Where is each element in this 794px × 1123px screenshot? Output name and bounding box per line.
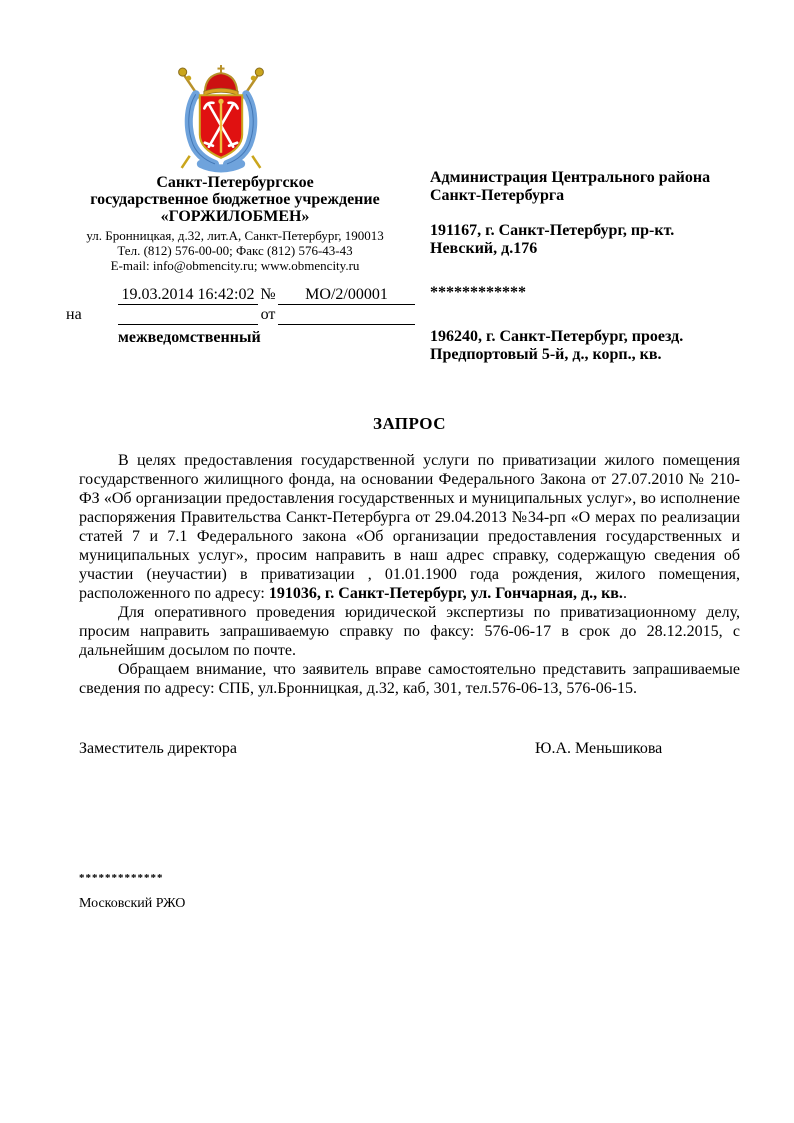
document-body [79, 451, 740, 698]
paragraph1-address-bold: 191036, г. Санкт-Петербург, ул. Гончарная, д., кв. [268, 585, 623, 602]
footer-stars: ************* [79, 872, 164, 884]
paragraph1-end: . [622, 585, 627, 602]
recipient-address2-line2: Предпортовый 5-й, д., корп., кв. [430, 346, 662, 363]
recipient-address1-line1: 191167, г. Санкт-Петербург, пр-кт. [430, 222, 675, 239]
recipient-name-line2: Санкт-Петербурга [430, 187, 565, 204]
ref-type-label: межведомственный [118, 329, 261, 346]
ref-incoming-number-blank [278, 305, 415, 325]
footer-department: Московский РЖО [79, 896, 186, 911]
body-paragraph-2: Для оперативного проведения юридической экспертизы по приватизационному делу, просим направить запрашиваемую справку по факсу: 576-06-17 в срок до 28.12.2015, с дальнейшим досылом по почте. [79, 604, 740, 659]
ref-number-value: МО/2/00001 [278, 285, 415, 305]
recipient-address1-line2: Невский, д.176 [430, 240, 538, 257]
ref-ot-label: от [260, 306, 276, 323]
recipient-stars: ************ [430, 284, 526, 301]
org-phone: Тел. (812) 576-00-00; Факс (812) 576-43-43 [117, 243, 353, 258]
ref-na-label: на [66, 306, 82, 323]
signer-name: Ю.А. Меньшикова [535, 740, 663, 757]
letterhead [50, 174, 420, 273]
signature-row [79, 740, 740, 758]
saint-petersburg-emblem-graphic [174, 62, 268, 175]
body-paragraph-3: Обращаем внимание, что заявитель вправе самостоятельно представить запрашиваемые сведения по адресу: СПБ, ул.Бронницкая, д.32, каб, 301, тел.576-06-13, 576-06-15. [79, 661, 740, 697]
org-name-line1: Санкт-Петербургское [156, 174, 314, 191]
recipient-name-line1: Администрация Центрального района [430, 169, 711, 186]
reference-block [60, 285, 415, 348]
signer-position: Заместитель директора [79, 740, 238, 757]
document-title: ЗАПРОС [372, 414, 447, 433]
ref-date-value: 19.03.2014 16:42:02 [118, 285, 258, 305]
coat-of-arms-icon [174, 62, 268, 175]
recipient-address2-line1: 196240, г. Санкт-Петербург, проезд. [430, 328, 684, 345]
ref-incoming-date-blank [118, 305, 258, 325]
paragraph1-text: В целях предоставления государственной услуги по приватизации жилого помещения государственного жилищного фонда, на основании Федерального Закона от 27.07.2010 № 210-ФЗ «Об организации предоставления государственных и муниципальных услуг», во исполнение распоряжения Правительства Санкт-Петербурга от 29.04.2013 №34-рп «О мерах по реализации статей 7 и 7.1 Федерального закона «Об организации предоставления государственных и муниципальных услуг», просим направить в наш адрес справку, содержащую сведения об участии (неучастии) в приватизации , 01.01.1900 года рождения, жилого помещения, расположенного по адресу: [79, 452, 740, 602]
org-name-line3: «ГОРЖИЛОБМЕН» [160, 208, 310, 225]
org-email: E-mail: info@obmencity.ru; www.obmencity.ru [110, 258, 360, 273]
recipient-block [430, 169, 775, 364]
ref-number-sign: № [260, 286, 276, 303]
ref-spacer [60, 285, 118, 305]
body-paragraph-1 [79, 451, 740, 603]
org-name-line2: государственное бюджетное учреждение [90, 191, 380, 208]
org-address: ул. Бронницкая, д.32, лит.А, Санкт-Петербург, 190013 [86, 228, 384, 243]
